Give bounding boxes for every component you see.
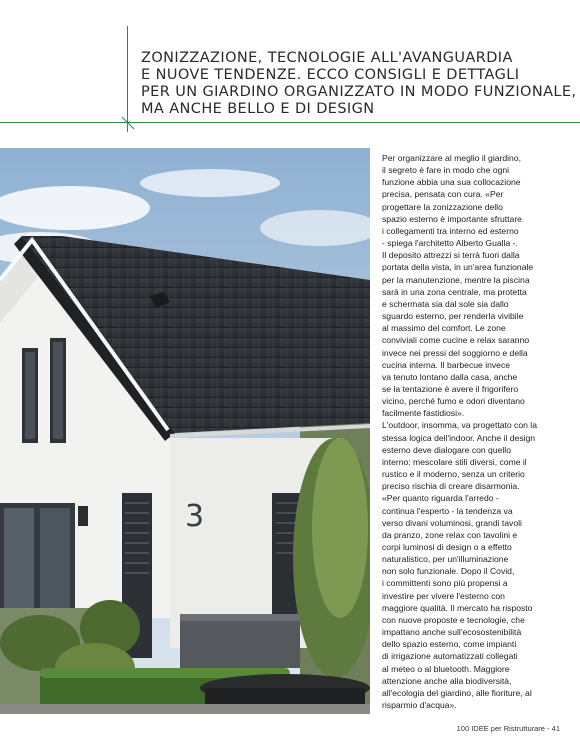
- article-line: invece nei pressi del soggiorno e della: [382, 347, 528, 358]
- article-line: cucina interna. Il barbecue invece: [382, 359, 511, 370]
- article-line: se la tentazione è avere il frigorifero: [382, 383, 519, 394]
- article-line: sarà in una zona centrale, ma protetta: [382, 286, 527, 297]
- article-line: di irrigazione automatizzati collegati: [382, 651, 518, 662]
- article-line: impattano anche sull'ecosostenibilità: [382, 627, 522, 638]
- article-line: Per organizzare al meglio il giardino,: [382, 153, 522, 163]
- article-line: dello spazio esterno, come impianti: [382, 639, 517, 650]
- article-line: risparmio d'acqua».: [382, 700, 457, 711]
- article-line: con nuove proposte e tecnologie, che: [382, 614, 525, 625]
- headline-line: ZONIZZAZIONE, TECNOLOGIE ALL'AVANGUARDIA: [141, 50, 513, 66]
- article-line: Il deposito attrezzi si terrà fuori dalla: [382, 250, 520, 261]
- article-line: rustico e il moderno, senza un criterio: [382, 469, 525, 480]
- article-line: L'outdoor, insomma, va progettato con la: [382, 420, 537, 431]
- article-line: precisa, pensata con cura. «Per: [382, 189, 504, 200]
- crop-mark-horizontal: [0, 122, 580, 123]
- article-line: all'ecologia del giardino, alle fioriture, al: [382, 687, 532, 698]
- article-line: vicino, perché fumo e odori diventano: [382, 396, 525, 407]
- headline-line: E NUOVE TENDENZE. ECCO CONSIGLI E DETTAGLI: [141, 67, 520, 83]
- article-line: portata della vista, in un'area funzionale: [382, 262, 534, 273]
- article-line: per la manutenzione, mentre la piscina: [382, 274, 530, 285]
- article-line: progettare la zonizzazione dello: [382, 201, 503, 212]
- article-line: «Per quanto riguarda l'arredo -: [382, 493, 499, 504]
- article-line: investire per vivere l'esterno con: [382, 590, 505, 601]
- article-line: facilmente fastidiosi».: [382, 408, 465, 419]
- crop-mark-cross: [121, 116, 135, 130]
- headline: [141, 50, 577, 118]
- article-line: - spiega l'architetto Alberto Gualla -.: [382, 238, 518, 249]
- article-line: naturalistico, per un'illuminazione: [382, 554, 509, 565]
- article-line: non solo funzionale. Dopo il Covid,: [382, 566, 515, 577]
- article-line: attenzione anche alla biodiversità,: [382, 675, 512, 686]
- article-line: da pranzo, zone relax con tavolini e: [382, 529, 518, 540]
- article-body: [382, 152, 572, 711]
- article-line: esterno deve dialogare con quello: [382, 444, 511, 455]
- article-line: e schermata sia dal sole sia dallo: [382, 298, 509, 309]
- article-line: maggiore qualità. Il mercato ha risposto: [382, 602, 533, 613]
- article-line: continua l'esperto - la tendenza va: [382, 505, 513, 516]
- article-line: sguardo esterno, per renderla vivibile: [382, 311, 524, 322]
- house-number: 3: [185, 499, 205, 534]
- article-line: conviviali come cucine e relax saranno: [382, 335, 530, 346]
- article-line: i collegamenti tra interno ed esterno: [382, 225, 519, 236]
- article-line: verso divani voluminosi, grandi tavoli: [382, 517, 522, 528]
- article-line: stessa logica dell'indoor. Anche il design: [382, 432, 536, 443]
- article-line: spazio esterno è importante sfruttare: [382, 213, 522, 224]
- article-line: i committenti sono più propensi a: [382, 578, 508, 589]
- article-line: funzione abbia una sua collocazione: [382, 177, 521, 188]
- article-line: al massimo del comfort. Le zone: [382, 323, 506, 334]
- house-photo: [0, 148, 370, 714]
- article-line: preciso rischia di creare disarmonia.: [382, 481, 520, 492]
- headline-line: MA ANCHE BELLO E DI DESIGN: [141, 101, 375, 117]
- article-line: corpi luminosi di design o a effetto: [382, 542, 512, 552]
- article-line: va tenuto lontano dalla casa, anche: [382, 371, 518, 382]
- article-line: interno: mescolare stili diversi, come il: [382, 456, 527, 467]
- article-line: il segreto è fare in modo che ogni: [382, 165, 510, 176]
- headline-line: PER UN GIARDINO ORGANIZZATO IN MODO FUNZIONALE,: [141, 84, 577, 100]
- article-line: al meteo o al bluetooth. Maggiore: [382, 663, 510, 674]
- page-folio: 100 IDEE per Ristrutturare - 41: [456, 724, 560, 733]
